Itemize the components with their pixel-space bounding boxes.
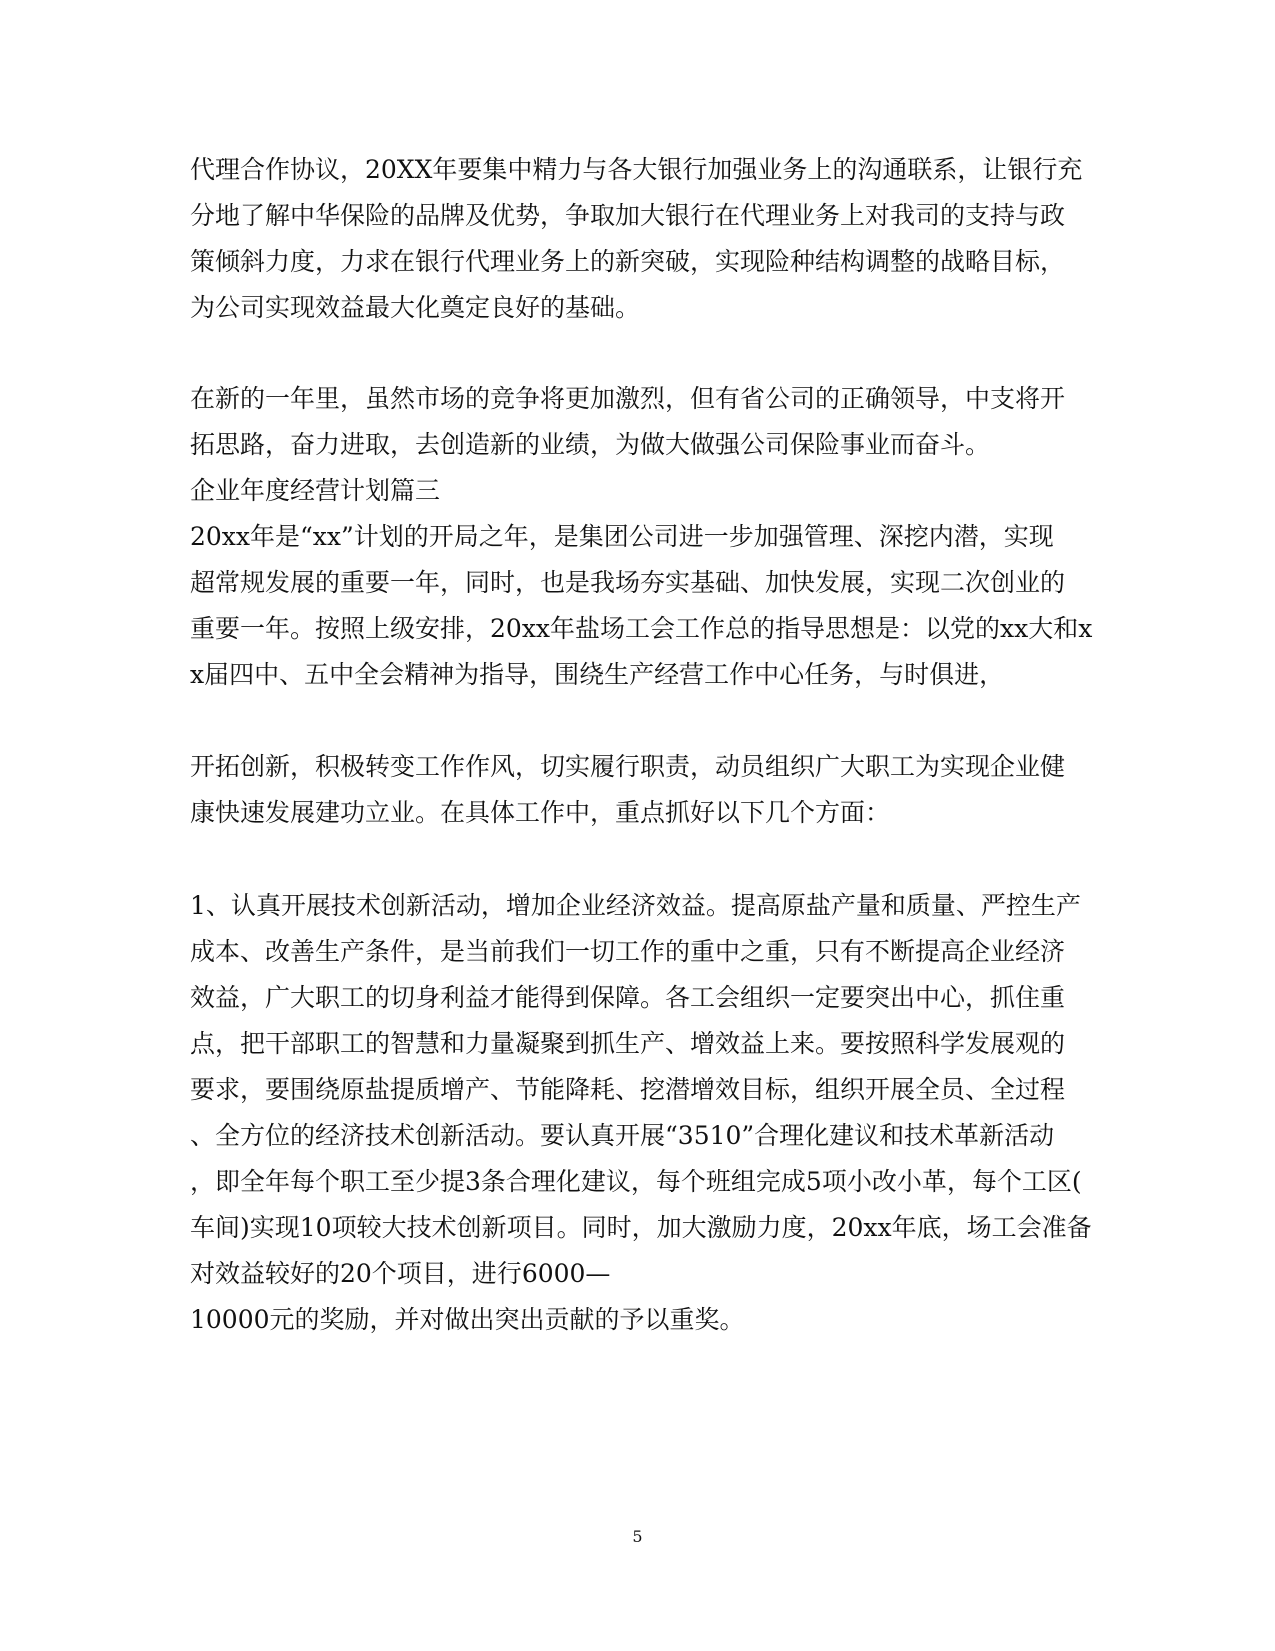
paragraph-5-line-2: 成本、改善生产条件，是当前我们一切工作的重中之重，只有不断提高企业经济 <box>190 937 1066 966</box>
paragraph-3-line-4: x届四中、五中全会精神为指导，围绕生产经营工作中心任务，与时俱进， <box>190 660 1005 689</box>
paragraph-1-line-1: 代理合作协议，20XX年要集中精力与各大银行加强业务上的沟通联系，让银行充 <box>190 155 1083 184</box>
paragraph-4-line-2: 康快速发展建功立业。在具体工作中，重点抓好以下几个方面： <box>190 798 891 827</box>
page-number: 5 <box>632 1527 643 1546</box>
paragraph-2-line-1: 在新的一年里，虽然市场的竞争将更加激烈，但有省公司的正确领导，中支将开 <box>190 384 1066 413</box>
paragraph-5-line-6: 、全方位的经济技术创新活动。要认真开展“3510”合理化建议和技术革新活动 <box>190 1121 1055 1150</box>
paragraph-5-line-10: 10000元的奖励，并对做出突出贡献的予以重奖。 <box>190 1305 745 1334</box>
paragraph-5-line-3: 效益，广大职工的切身利益才能得到保障。各工会组织一定要突出中心，抓住重 <box>190 983 1066 1012</box>
section-heading: 企业年度经营计划篇三 <box>190 476 441 505</box>
paragraph-3-line-2: 超常规发展的重要一年，同时，也是我场夯实基础、加快发展，实现二次创业的 <box>190 568 1066 597</box>
paragraph-1-line-4: 为公司实现效益最大化奠定良好的基础。 <box>190 293 641 322</box>
paragraph-5-line-5: 要求，要围绕原盐提质增产、节能降耗、挖潜增效目标，组织开展全员、全过程 <box>190 1075 1066 1104</box>
paragraph-5-line-7: ，即全年每个职工至少提3条合理化建议，每个班组完成5项小改小革，每个工区( <box>190 1167 1082 1196</box>
paragraph-5-line-1: 1、认真开展技术创新活动，增加企业经济效益。提高原盐产量和质量、严控生产 <box>190 891 1081 920</box>
paragraph-3-line-3: 重要一年。按照上级安排，20xx年盐场工会工作总的指导思想是：以党的xx大和x <box>190 614 1093 643</box>
paragraph-1-line-2: 分地了解中华保险的品牌及优势，争取加大银行在代理业务上对我司的支持与政 <box>190 201 1066 230</box>
paragraph-1-line-3: 策倾斜力度，力求在银行代理业务上的新突破，实现险种结构调整的战略目标， <box>190 247 1066 276</box>
paragraph-5-line-8: 车间)实现10项较大技术创新项目。同时，加大激励力度，20xx年底，场工会准备 <box>190 1213 1092 1242</box>
paragraph-4-line-1: 开拓创新，积极转变工作作风，切实履行职责，动员组织广大职工为实现企业健 <box>190 752 1066 781</box>
paragraph-3-line-1: 20xx年是“xx”计划的开局之年，是集团公司进一步加强管理、深挖内潜，实现 <box>190 522 1054 551</box>
paragraph-2-line-2: 拓思路，奋力进取，去创造新的业绩，为做大做强公司保险事业而奋斗。 <box>190 430 991 459</box>
paragraph-5-line-9: 对效益较好的20个项目，进行6000— <box>190 1259 611 1288</box>
paragraph-5-line-4: 点，把干部职工的智慧和力量凝聚到抓生产、增效益上来。要按照科学发展观的 <box>190 1029 1066 1058</box>
